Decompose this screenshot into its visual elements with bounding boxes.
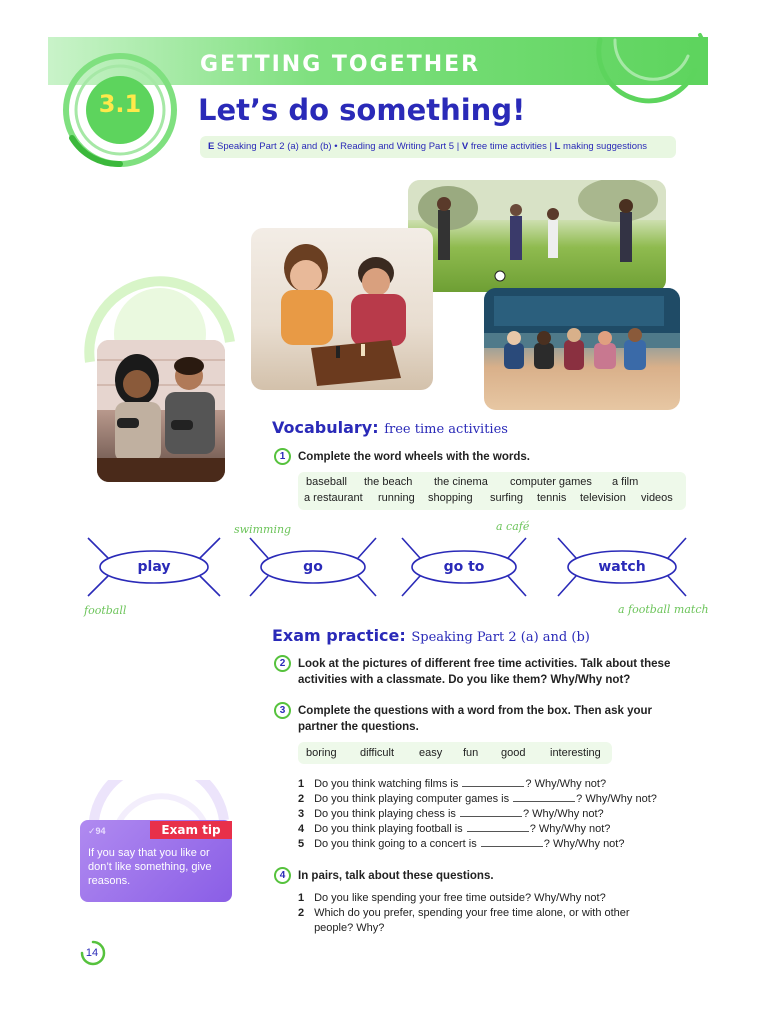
word-item: easy — [419, 747, 443, 759]
discussion-question — [298, 891, 606, 905]
decorative-rings-top-right — [580, 30, 710, 110]
exercise-2-instruction-line2: activities with a classmate. Do you like them? Why/Why not? — [298, 674, 631, 686]
skill-v-text: free time activities | — [470, 141, 552, 152]
word-item: surfing — [490, 492, 524, 504]
exercise-3-number: 3 — [274, 702, 291, 719]
exam-practice-title: Exam practice: — [272, 626, 406, 645]
exam-practice-heading — [272, 626, 590, 645]
vocabulary-heading — [272, 418, 508, 437]
question-row — [298, 792, 657, 806]
exam-tip-reference: ✓94 — [88, 826, 106, 836]
word-item: the cinema — [434, 476, 488, 488]
question-row — [298, 807, 604, 821]
example-football-match: a football match — [618, 603, 709, 616]
unit-title: GETTING TOGETHER — [200, 52, 481, 77]
discussion-question — [298, 906, 630, 920]
word-item: boring — [306, 747, 337, 759]
question-text: Do you think going to a concert is — [314, 838, 477, 850]
question-text: Do you think playing chess is — [314, 808, 456, 820]
photo-video-gaming — [97, 340, 225, 482]
exercise-4-number: 4 — [274, 867, 291, 884]
question-row — [298, 837, 624, 851]
word-item: shopping — [428, 492, 473, 504]
exercise-3-instruction-line2: partner the questions. — [298, 721, 419, 733]
question-number: 2 — [298, 793, 305, 805]
question-text: Do you think playing football is — [314, 823, 463, 835]
skill-l-text: making suggestions — [563, 141, 648, 152]
question-tail: ? Why/Why not? — [529, 823, 611, 835]
exercise-3-instruction-line1: Complete the questions with a word from the box. Then ask your — [298, 705, 652, 717]
answer-blank[interactable] — [513, 793, 575, 802]
question-row — [298, 822, 610, 836]
wheel-verb-go-to: go to — [443, 559, 485, 575]
skill-l-letter: L — [554, 141, 561, 152]
lesson-title: Let’s do something! — [198, 93, 526, 127]
question-number: 3 — [298, 808, 305, 820]
exercise-1-instruction: Complete the word wheels with the words. — [298, 451, 530, 463]
exercise-2-instruction-line1: Look at the pictures of different free time activities. Talk about these — [298, 658, 671, 670]
vocabulary-title: Vocabulary: — [272, 418, 379, 437]
skills-bar — [200, 136, 676, 158]
question-text: Do you like spending your free time outside? Why/Why not? — [314, 892, 606, 904]
question-tail: ? Why/Why not? — [576, 793, 657, 805]
skill-e-letter: E — [208, 141, 215, 152]
answer-blank[interactable] — [467, 823, 529, 832]
word-item: a film — [612, 476, 639, 488]
word-box-adjectives — [298, 742, 612, 764]
question-number: 4 — [298, 823, 305, 835]
exam-tip-reference-number: 94 — [95, 826, 106, 836]
page-number: 14 — [85, 947, 99, 959]
question-number: 5 — [298, 838, 305, 850]
wheel-verb-go: go — [303, 559, 323, 575]
photo-festival — [484, 288, 680, 410]
question-row — [298, 777, 606, 791]
exercise-4-instruction: In pairs, talk about these questions. — [298, 870, 494, 882]
question-tail: ? Why/Why not? — [525, 778, 607, 790]
question-text: Do you think playing computer games is — [314, 793, 510, 805]
photo-football-park — [408, 180, 666, 292]
word-item: the beach — [364, 476, 413, 488]
example-football: football — [84, 604, 127, 617]
question-text: Do you think watching films is — [314, 778, 459, 790]
word-item: videos — [641, 492, 673, 504]
skill-v-letter: V — [461, 141, 469, 152]
question-number: 2 — [298, 907, 305, 919]
skill-e-text: Speaking Part 2 (a) and (b) • Reading and Writing Part 5 | — [216, 141, 460, 152]
word-item: interesting — [550, 747, 601, 759]
answer-blank[interactable] — [460, 808, 522, 817]
unit-number: 3.1 — [98, 90, 142, 118]
discussion-question-continued — [298, 921, 384, 935]
answer-blank[interactable] — [462, 778, 524, 787]
wheel-verb-play: play — [137, 559, 171, 575]
word-box-activities — [298, 472, 686, 510]
question-tail: ? Why/Why not? — [543, 838, 625, 850]
exercise-1-number: 1 — [274, 448, 291, 465]
wheel-verb-watch: watch — [598, 559, 646, 575]
example-cafe: a café — [496, 520, 530, 533]
word-item: good — [501, 747, 526, 759]
photo-chess — [251, 228, 433, 390]
question-text: Which do you prefer, spending your free time alone, or with other — [314, 907, 630, 919]
exam-tip-label: Exam tip — [150, 821, 232, 839]
answer-blank[interactable] — [481, 838, 543, 847]
question-number: 1 — [298, 778, 305, 790]
word-item: fun — [463, 747, 479, 759]
exam-tip-text: If you say that you like or don’t like something, give reasons. — [88, 847, 212, 887]
question-tail: ? Why/Why not? — [522, 808, 604, 820]
word-item: television — [580, 492, 626, 504]
question-number: 1 — [298, 892, 305, 904]
exercise-2-number: 2 — [274, 655, 291, 672]
word-item: difficult — [360, 747, 395, 759]
exam-practice-subtitle: Speaking Part 2 (a) and (b) — [411, 630, 590, 645]
vocabulary-subtitle: free time activities — [384, 422, 508, 437]
example-swimming: swimming — [234, 523, 292, 536]
word-item: baseball — [306, 476, 347, 488]
question-text: people? Why? — [314, 922, 385, 934]
word-item: tennis — [537, 492, 567, 504]
word-item: a restaurant — [304, 492, 363, 504]
word-item: running — [378, 492, 415, 504]
word-item: computer games — [510, 476, 592, 488]
